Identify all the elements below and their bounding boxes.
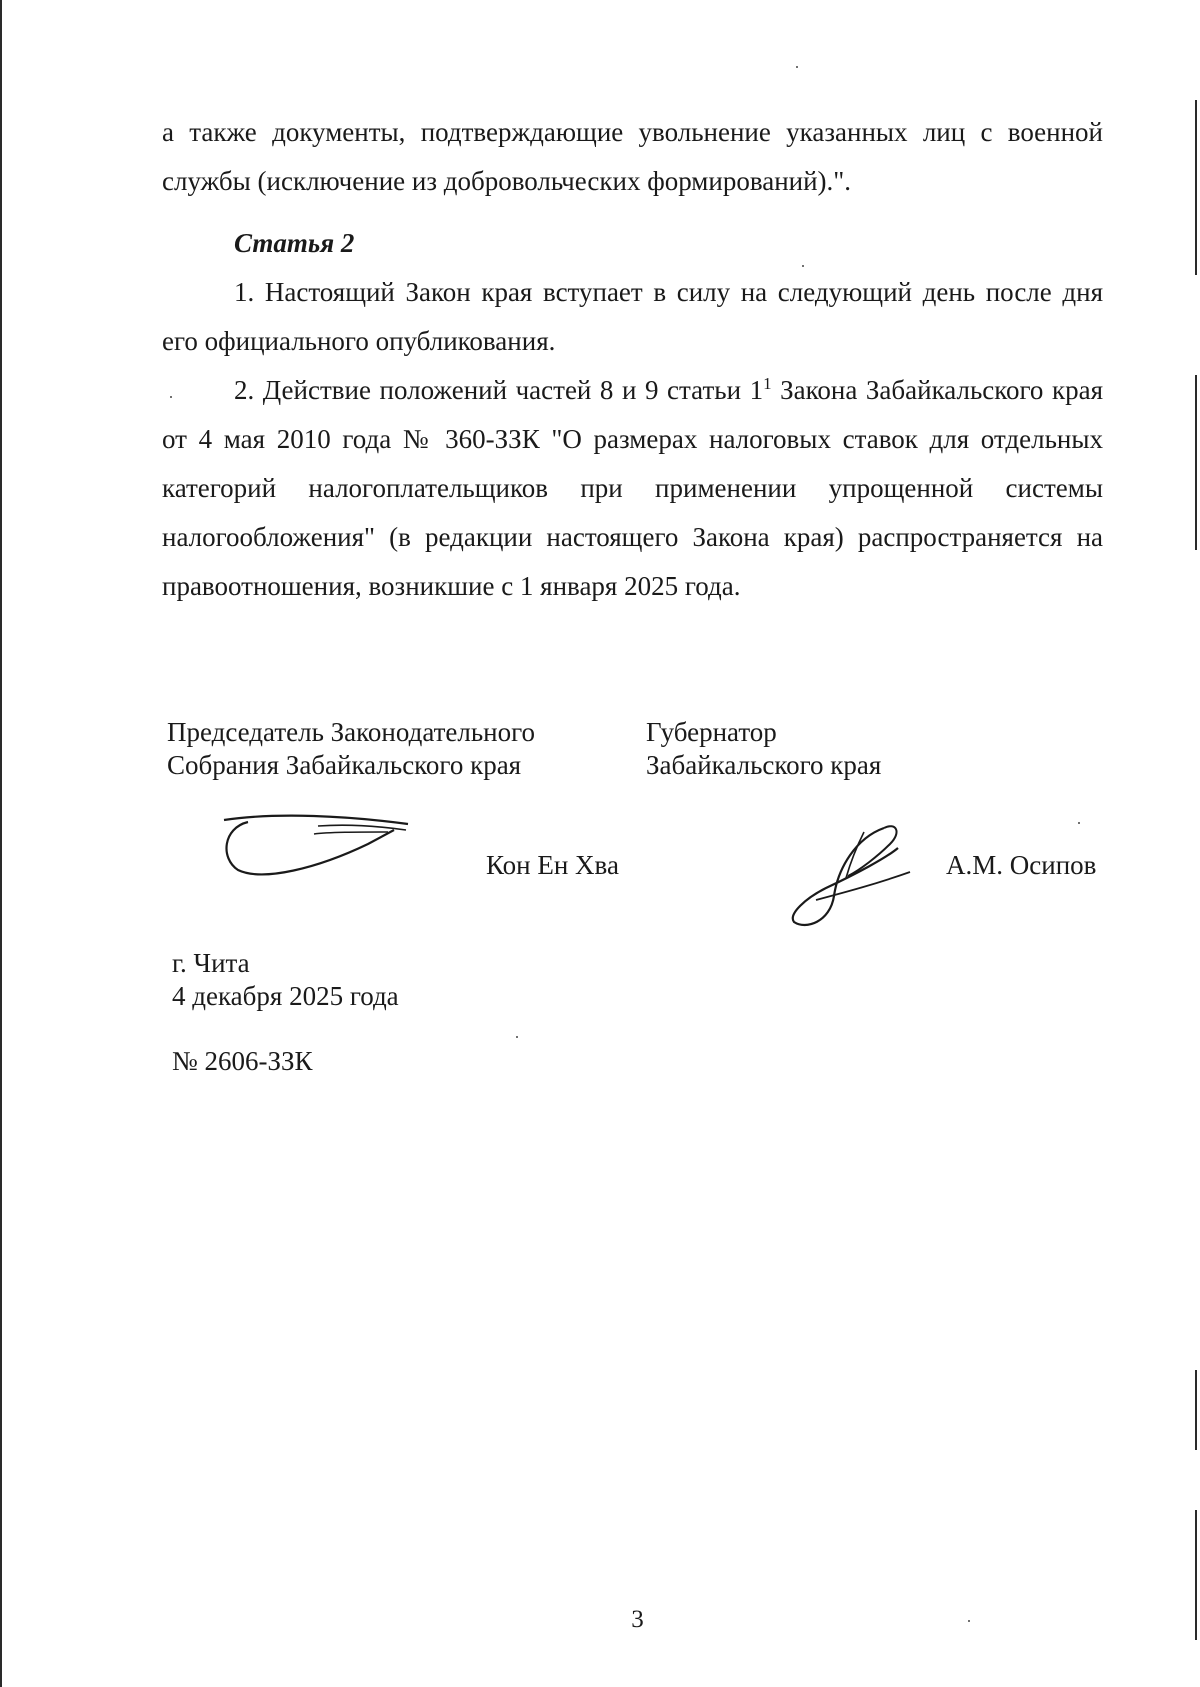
signing-date: 4 декабря 2025 года xyxy=(172,981,399,1011)
scan-speck xyxy=(1078,822,1080,824)
place-and-date xyxy=(172,947,399,1013)
left-signatory-name: Кон Ен Хва xyxy=(486,850,619,880)
scan-speck xyxy=(516,1036,518,1038)
right-title-line-1: Губернатор xyxy=(646,717,777,747)
right-signatory-title xyxy=(646,716,881,782)
left-title-line-1: Председатель Законодательного xyxy=(167,717,536,747)
scan-edge-right-3 xyxy=(1195,1370,1197,1450)
scan-speck xyxy=(796,66,798,68)
page-number: 3 xyxy=(631,1606,644,1633)
right-signatory-name: А.М. Осипов xyxy=(946,850,1097,880)
scan-speck xyxy=(802,265,804,267)
paragraph-2-text xyxy=(162,366,1103,611)
paragraph-2 xyxy=(162,366,1103,611)
superscript-index: 1 xyxy=(763,374,772,393)
article-heading: Статья 2 xyxy=(234,228,355,258)
city: г. Чита xyxy=(172,948,250,978)
paragraph-1 xyxy=(162,268,1103,366)
continued-paragraph-text: а также документы, подтверждающие увольнение указанных лиц с военной службы (исключение из добровольческих формирований).". xyxy=(162,117,1103,196)
left-title-line-2: Собрания Забайкальского края xyxy=(167,750,522,780)
left-handwritten-signature xyxy=(218,810,418,890)
right-title-line-2: Забайкальского края xyxy=(646,750,882,780)
scan-edge-left xyxy=(0,0,2,1687)
scan-edge-right-2 xyxy=(1195,375,1197,550)
paragraph-2-rest: Закона Забайкальского края от 4 мая 2010 года № 360-ЗЗК "О размерах налоговых ставок для отдельных категорий налогоплательщиков при применении упрощенной системы налогообложения" (в редакции настоящего Закона края) распространяется на правоотношения, возникшие с 1 января 2025 года. xyxy=(162,375,1103,601)
law-number: № 2606-ЗЗК xyxy=(172,1046,313,1076)
scan-edge-right-1 xyxy=(1195,100,1197,275)
paragraph-2-start: 2. Действие положений частей 8 и 9 статьи 1 xyxy=(234,375,764,405)
left-signatory-title xyxy=(167,716,535,782)
paragraph-1-text: 1. Настоящий Закон края вступает в силу на следующий день после дня его официального опубликования. xyxy=(162,277,1103,356)
continued-paragraph xyxy=(162,108,1103,206)
right-handwritten-signature xyxy=(786,818,916,938)
